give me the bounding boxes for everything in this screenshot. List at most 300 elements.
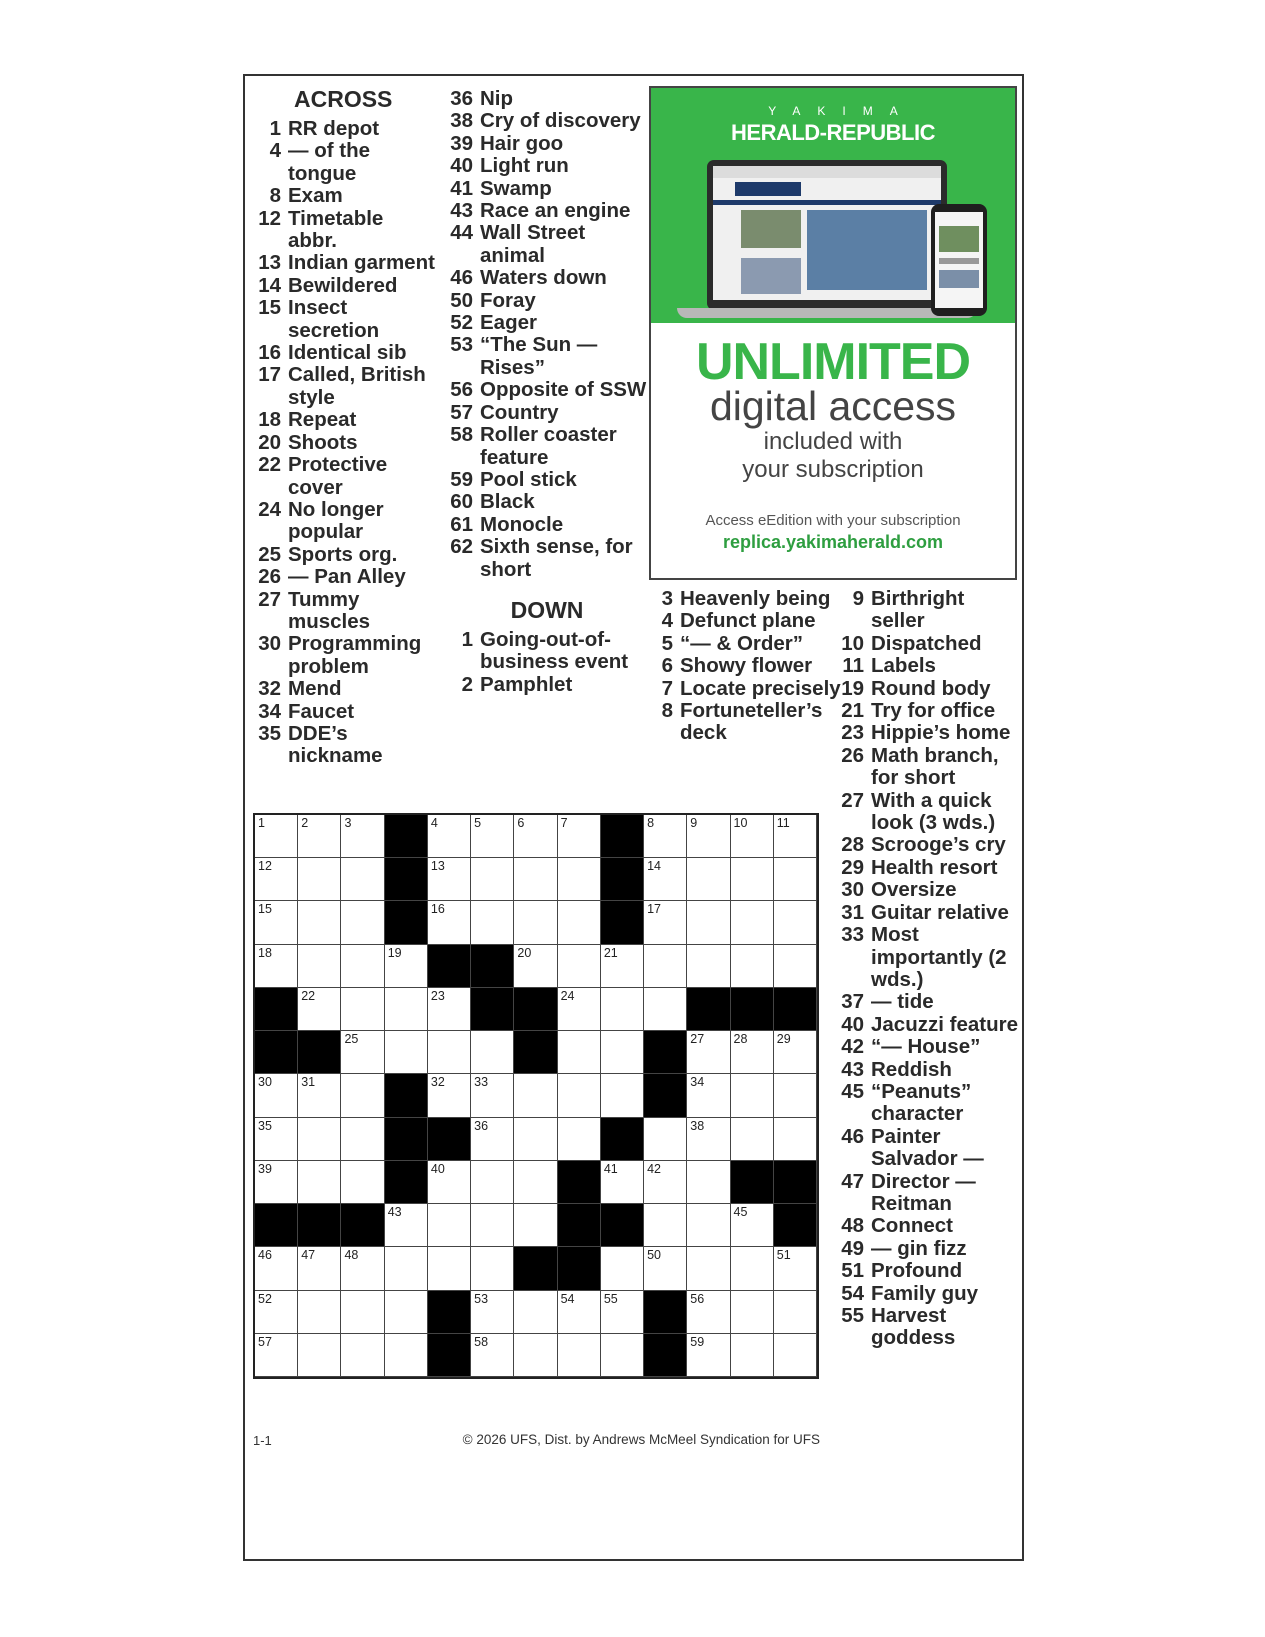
grid-cell[interactable] xyxy=(471,1161,514,1204)
grid-cell[interactable] xyxy=(558,815,601,858)
clue-text: Oversize xyxy=(871,878,957,902)
clue-text: Jacuzzi feature xyxy=(871,1012,1018,1036)
clue-text: — Pan Alley xyxy=(288,565,406,589)
clue-number: 43 xyxy=(450,199,473,223)
clue-number: 51 xyxy=(841,1259,864,1283)
clue-text: Waters down xyxy=(480,266,607,290)
grid-cell[interactable] xyxy=(298,815,341,858)
clue-number: 12 xyxy=(258,206,281,230)
grid-cell[interactable] xyxy=(385,1247,428,1290)
clue-text: Locate precisely xyxy=(680,676,841,700)
grid-cell[interactable] xyxy=(428,901,471,944)
clue-number: 4 xyxy=(661,609,673,633)
grid-cell[interactable] xyxy=(298,901,341,944)
grid-black-square xyxy=(644,1031,687,1074)
grid-cell[interactable] xyxy=(471,1118,514,1161)
grid-cell[interactable] xyxy=(644,945,687,988)
grid-cell[interactable] xyxy=(774,1074,817,1117)
grid-cell[interactable] xyxy=(255,815,298,858)
grid-cell[interactable] xyxy=(774,1334,817,1377)
ad-included-line-1: included with xyxy=(763,428,903,455)
grid-cell[interactable] xyxy=(341,1291,384,1334)
clue-text: Round body xyxy=(871,676,991,700)
grid-cell[interactable] xyxy=(428,988,471,1031)
grid-cell[interactable] xyxy=(731,1204,774,1247)
clue-col-d-40 xyxy=(838,1014,1018,1036)
grid-cell[interactable] xyxy=(298,1074,341,1117)
grid-cell[interactable] xyxy=(731,1031,774,1074)
grid-cell[interactable] xyxy=(687,1291,730,1334)
grid-cell[interactable] xyxy=(471,1247,514,1290)
grid-cell[interactable] xyxy=(687,1334,730,1377)
clue-number: 39 xyxy=(450,131,473,155)
grid-cell[interactable] xyxy=(428,1031,471,1074)
copyright-line: © 2026 UFS, Dist. by Andrews McMeel Syndication for UFS xyxy=(462,1432,820,1447)
clue-text: Heavenly being xyxy=(680,587,831,610)
clue-text: “The Sun — Rises” xyxy=(480,333,598,379)
clue-number: 59 xyxy=(450,467,473,491)
grid-black-square xyxy=(385,901,428,944)
clue-col-a-27 xyxy=(255,589,435,634)
clue-number: 41 xyxy=(450,176,473,200)
clue-number: 11 xyxy=(842,654,864,678)
clue-number: 47 xyxy=(841,1169,864,1193)
grid-cell[interactable] xyxy=(644,1161,687,1204)
clue-number: 4 xyxy=(269,139,281,163)
grid-cell-number: 25 xyxy=(344,1032,359,1047)
clue-text: Repeat xyxy=(288,408,357,432)
grid-cell[interactable] xyxy=(558,988,601,1031)
grid-cell[interactable] xyxy=(687,1247,730,1290)
grid-cell[interactable] xyxy=(471,1334,514,1377)
clue-text: Painter Salvador — xyxy=(871,1124,984,1171)
grid-cell-number: 53 xyxy=(474,1291,489,1306)
grid-cell-number: 12 xyxy=(258,859,272,874)
grid-black-square xyxy=(687,988,730,1031)
clue-col-c-5 xyxy=(647,633,847,655)
grid-cell[interactable] xyxy=(558,1074,601,1117)
grid-cell[interactable] xyxy=(428,858,471,901)
clue-number: 8 xyxy=(661,699,673,723)
clue-number: 50 xyxy=(450,288,473,312)
clue-text: Shoots xyxy=(288,430,358,454)
grid-cell[interactable] xyxy=(774,815,817,858)
grid-cell[interactable] xyxy=(298,1118,341,1161)
clue-text: Connect xyxy=(871,1214,953,1238)
grid-cell[interactable] xyxy=(644,1118,687,1161)
ad-green-banner xyxy=(651,88,1015,323)
grid-black-square xyxy=(255,1031,298,1074)
grid-cell[interactable] xyxy=(731,815,774,858)
clue-text: Country xyxy=(480,400,559,424)
grid-cell[interactable] xyxy=(731,1247,774,1290)
grid-cell-number: 9 xyxy=(690,816,698,830)
across-heading: ACROSS xyxy=(294,86,393,112)
grid-cell-number: 50 xyxy=(647,1248,661,1263)
grid-cell[interactable] xyxy=(774,901,817,944)
clue-col-c-6 xyxy=(647,655,847,677)
clue-number: 2 xyxy=(461,672,473,696)
clue-col-b-across-43 xyxy=(447,200,647,222)
grid-cell[interactable] xyxy=(687,901,730,944)
grid-cell[interactable] xyxy=(255,1074,298,1117)
grid-black-square xyxy=(385,815,428,858)
clue-number: 26 xyxy=(841,743,864,767)
clue-text: Showy flower xyxy=(680,654,813,678)
clue-col-d-31 xyxy=(838,902,1018,924)
grid-cell[interactable] xyxy=(731,1334,774,1377)
grid-cell-number: 22 xyxy=(301,988,316,1003)
clue-text: Hair goo xyxy=(480,131,564,155)
clue-col-a-1 xyxy=(255,118,435,140)
grid-cell[interactable] xyxy=(514,1161,557,1204)
clue-text: Cry of discovery xyxy=(480,109,641,133)
grid-cell[interactable] xyxy=(255,1247,298,1290)
clue-col-d-42 xyxy=(838,1036,1018,1058)
grid-black-square xyxy=(774,1161,817,1204)
grid-cell[interactable] xyxy=(774,1247,817,1290)
clue-col-b-across-62 xyxy=(447,536,647,581)
grid-cell[interactable] xyxy=(428,815,471,858)
grid-cell[interactable] xyxy=(644,988,687,1031)
grid-cell[interactable] xyxy=(255,901,298,944)
grid-cell-number: 42 xyxy=(647,1161,661,1176)
clue-col-c-4 xyxy=(647,610,847,632)
grid-cell[interactable] xyxy=(774,945,817,988)
clue-text: Try for office xyxy=(871,699,996,723)
grid-cell[interactable] xyxy=(471,1074,514,1117)
grid-black-square xyxy=(644,1074,687,1117)
grid-cell[interactable] xyxy=(341,1031,384,1074)
clue-col-d-45 xyxy=(838,1081,1018,1126)
grid-cell[interactable] xyxy=(298,945,341,988)
grid-cell[interactable] xyxy=(731,901,774,944)
grid-cell[interactable] xyxy=(687,815,730,858)
grid-cell[interactable] xyxy=(514,1074,557,1117)
down-column-2 xyxy=(838,588,1018,1350)
clue-number: 36 xyxy=(450,87,473,110)
grid-cell[interactable] xyxy=(428,1161,471,1204)
clue-text: Mend xyxy=(288,677,342,701)
grid-cell[interactable] xyxy=(255,1334,298,1377)
grid-black-square xyxy=(644,1334,687,1377)
grid-cell[interactable] xyxy=(471,858,514,901)
grid-cell[interactable] xyxy=(731,858,774,901)
ad-headline: UNLIMITED xyxy=(695,333,971,391)
clue-text: Hippie’s home xyxy=(871,721,1011,745)
clue-number: 34 xyxy=(258,699,281,723)
clue-number: 21 xyxy=(841,699,864,723)
grid-cell[interactable] xyxy=(255,1291,298,1334)
clue-number: 44 xyxy=(450,221,473,245)
clue-text: Timetable abbr. xyxy=(288,206,384,253)
clue-col-d-28 xyxy=(838,834,1018,856)
clue-text: Harvest goddess xyxy=(871,1304,956,1350)
grid-cell[interactable] xyxy=(774,1291,817,1334)
grid-cell[interactable] xyxy=(471,1031,514,1074)
grid-cell[interactable] xyxy=(774,858,817,901)
clue-col-b-across-41 xyxy=(447,178,647,200)
clue-col-a-15 xyxy=(255,297,435,342)
grid-cell[interactable] xyxy=(558,1334,601,1377)
grid-cell[interactable] xyxy=(255,1161,298,1204)
grid-cell[interactable] xyxy=(385,1031,428,1074)
clue-text: Reddish xyxy=(871,1057,952,1081)
clue-text: Going-out-of-business event xyxy=(480,627,629,674)
grid-black-square xyxy=(471,988,514,1031)
clue-col-a-14 xyxy=(255,275,435,297)
grid-cell-number: 48 xyxy=(344,1248,359,1263)
grid-cell[interactable] xyxy=(385,1334,428,1377)
grid-cell[interactable] xyxy=(644,901,687,944)
grid-black-square xyxy=(558,1247,601,1290)
clue-col-a-34 xyxy=(255,701,435,723)
grid-black-square xyxy=(385,1074,428,1117)
grid-black-square xyxy=(428,1291,471,1334)
ad-url-link[interactable]: replica.yakimaherald.com xyxy=(722,532,944,552)
grid-cell-number: 27 xyxy=(690,1032,705,1047)
clue-number: 52 xyxy=(450,311,473,335)
grid-cell[interactable] xyxy=(687,1118,730,1161)
grid-cell[interactable] xyxy=(558,1118,601,1161)
grid-cell-number: 31 xyxy=(301,1075,316,1090)
grid-cell[interactable] xyxy=(298,988,341,1031)
grid-cell[interactable] xyxy=(298,1334,341,1377)
clue-col-d-33 xyxy=(838,924,1018,991)
grid-cell-number: 7 xyxy=(560,816,568,830)
clue-number: 1 xyxy=(461,627,473,651)
clue-col-b-across-58 xyxy=(447,424,647,469)
grid-cell[interactable] xyxy=(341,901,384,944)
grid-cell[interactable] xyxy=(428,1204,471,1247)
clue-text: Pool stick xyxy=(480,467,577,491)
clue-number: 31 xyxy=(841,900,864,924)
clue-number: 55 xyxy=(841,1304,864,1327)
grid-cell[interactable] xyxy=(255,945,298,988)
clue-number: 58 xyxy=(450,423,473,447)
clue-col-d-48 xyxy=(838,1215,1018,1237)
clue-text: Eager xyxy=(480,311,537,335)
clue-number: 23 xyxy=(841,721,864,745)
grid-cell[interactable] xyxy=(385,1204,428,1247)
clue-text: Protective cover xyxy=(288,453,388,499)
grid-cell[interactable] xyxy=(601,1247,644,1290)
ad-subline: digital access xyxy=(709,383,957,429)
grid-cell[interactable] xyxy=(298,1161,341,1204)
clue-text: Birthright seller xyxy=(871,587,965,633)
grid-cell[interactable] xyxy=(341,1118,384,1161)
grid-cell[interactable] xyxy=(385,988,428,1031)
grid-cell[interactable] xyxy=(687,858,730,901)
grid-cell[interactable] xyxy=(731,1118,774,1161)
grid-cell[interactable] xyxy=(341,1334,384,1377)
grid-cell[interactable] xyxy=(687,945,730,988)
grid-cell[interactable] xyxy=(298,1291,341,1334)
grid-cell[interactable] xyxy=(558,901,601,944)
grid-cell[interactable] xyxy=(601,1161,644,1204)
grid-cell-number: 1 xyxy=(258,816,265,830)
clue-number: 30 xyxy=(258,632,281,656)
clue-col-b-across-56 xyxy=(447,379,647,401)
grid-cell[interactable] xyxy=(514,815,557,858)
clue-col-c-3 xyxy=(647,588,847,610)
grid-cell-number: 20 xyxy=(517,945,532,960)
clue-col-d-30 xyxy=(838,879,1018,901)
clue-text: Guitar relative xyxy=(871,900,1009,924)
clue-text: — of the tongue xyxy=(288,139,370,185)
clue-text: Scrooge’s cry xyxy=(871,833,1006,857)
grid-cell[interactable] xyxy=(428,1074,471,1117)
grid-cell[interactable] xyxy=(298,1247,341,1290)
clue-number: 53 xyxy=(450,333,473,357)
grid-cell[interactable] xyxy=(514,1204,557,1247)
grid-cell[interactable] xyxy=(385,945,428,988)
grid-cell-number: 32 xyxy=(430,1075,445,1090)
grid-cell[interactable] xyxy=(514,945,557,988)
grid-cell[interactable] xyxy=(514,858,557,901)
grid-cell[interactable] xyxy=(774,1031,817,1074)
grid-cell[interactable] xyxy=(601,988,644,1031)
grid-cell[interactable] xyxy=(471,1291,514,1334)
clue-text: Light run xyxy=(480,154,569,178)
grid-cell-number: 33 xyxy=(474,1075,489,1090)
grid-cell[interactable] xyxy=(428,1247,471,1290)
clue-number: 17 xyxy=(258,363,281,387)
subscription-ad[interactable] xyxy=(649,86,1017,580)
clue-number: 61 xyxy=(450,512,473,536)
clue-number: 46 xyxy=(450,266,473,290)
grid-black-square xyxy=(471,945,514,988)
grid-cell[interactable] xyxy=(514,1334,557,1377)
clue-col-a-30 xyxy=(255,633,435,678)
grid-cell[interactable] xyxy=(341,945,384,988)
grid-cell[interactable] xyxy=(255,1118,298,1161)
clue-number: 1 xyxy=(269,117,281,140)
clue-col-d-43 xyxy=(838,1059,1018,1081)
grid-cell[interactable] xyxy=(514,901,557,944)
grid-cell-number: 52 xyxy=(258,1291,272,1306)
clue-text: Family guy xyxy=(871,1281,979,1305)
clue-col-a-22 xyxy=(255,454,435,499)
grid-cell[interactable] xyxy=(644,815,687,858)
grid-cell[interactable] xyxy=(601,1291,644,1334)
clue-text: Exam xyxy=(288,184,343,208)
clue-text: Most importantly (2 wds.) xyxy=(871,923,1007,991)
grid-cell[interactable] xyxy=(687,1031,730,1074)
grid-cell[interactable] xyxy=(644,858,687,901)
ad-included-line-2: your subscription xyxy=(742,456,924,483)
grid-cell[interactable] xyxy=(471,815,514,858)
grid-cell-number: 8 xyxy=(647,816,655,830)
grid-cell[interactable] xyxy=(514,1291,557,1334)
grid-cell[interactable] xyxy=(341,858,384,901)
grid-cell[interactable] xyxy=(601,945,644,988)
ad-paper-name: HERALD-REPUBLIC xyxy=(731,120,935,145)
clue-number: 42 xyxy=(841,1035,864,1059)
clue-text: — tide xyxy=(871,990,934,1014)
clue-col-a-16 xyxy=(255,342,435,364)
grid-cell[interactable] xyxy=(558,1291,601,1334)
grid-cell[interactable] xyxy=(687,1161,730,1204)
grid-black-square xyxy=(644,1291,687,1334)
grid-cell[interactable] xyxy=(385,1291,428,1334)
clue-text: RR depot xyxy=(288,117,380,140)
grid-black-square xyxy=(385,1118,428,1161)
clue-text: Called, British style xyxy=(288,363,426,409)
clue-col-b-across-46 xyxy=(447,267,647,289)
grid-cell[interactable] xyxy=(687,1204,730,1247)
clue-text: Race an engine xyxy=(480,199,631,223)
grid-cell-number: 56 xyxy=(690,1291,705,1306)
grid-cell-number: 28 xyxy=(733,1032,748,1047)
grid-cell[interactable] xyxy=(471,901,514,944)
grid-cell[interactable] xyxy=(558,945,601,988)
clue-col-b-across-57 xyxy=(447,402,647,424)
grid-cell-number: 2 xyxy=(301,816,309,830)
grid-cell[interactable] xyxy=(341,1161,384,1204)
grid-black-square xyxy=(428,1334,471,1377)
crossword-grid xyxy=(253,813,819,1379)
grid-cell[interactable] xyxy=(341,988,384,1031)
grid-cell[interactable] xyxy=(601,1334,644,1377)
grid-cell[interactable] xyxy=(601,1074,644,1117)
clue-text: Math branch, for short xyxy=(871,743,999,790)
clue-number: 54 xyxy=(841,1281,864,1305)
grid-cell[interactable] xyxy=(298,858,341,901)
clue-col-a-13 xyxy=(255,252,435,274)
grid-cell[interactable] xyxy=(731,945,774,988)
grid-cell-number: 29 xyxy=(776,1032,791,1047)
grid-cell[interactable] xyxy=(731,1074,774,1117)
grid-black-square xyxy=(298,1031,341,1074)
grid-black-square xyxy=(558,1204,601,1247)
grid-black-square xyxy=(601,901,644,944)
grid-cell[interactable] xyxy=(558,858,601,901)
grid-cell[interactable] xyxy=(514,1118,557,1161)
grid-cell[interactable] xyxy=(341,815,384,858)
clue-text: Defunct plane xyxy=(680,609,816,633)
grid-cell[interactable] xyxy=(558,1031,601,1074)
page-number: 1-1 xyxy=(253,1433,272,1448)
grid-black-square xyxy=(731,988,774,1031)
grid-cell[interactable] xyxy=(644,1204,687,1247)
clue-number: 7 xyxy=(661,676,673,700)
clue-col-a-17 xyxy=(255,364,435,409)
clue-col-b-down-1 xyxy=(447,629,647,674)
grid-cell[interactable] xyxy=(731,1291,774,1334)
clue-col-d-27 xyxy=(838,790,1018,835)
clue-number: 32 xyxy=(258,677,281,701)
grid-black-square xyxy=(341,1204,384,1247)
laptop-image xyxy=(707,160,947,310)
clue-number: 40 xyxy=(841,1012,864,1036)
grid-cell[interactable] xyxy=(644,1247,687,1290)
grid-cell[interactable] xyxy=(687,1074,730,1117)
grid-black-square xyxy=(514,1031,557,1074)
grid-cell[interactable] xyxy=(255,858,298,901)
grid-cell[interactable] xyxy=(774,1118,817,1161)
grid-cell[interactable] xyxy=(471,1204,514,1247)
grid-cell[interactable] xyxy=(341,1074,384,1117)
clue-number: 43 xyxy=(841,1057,864,1081)
clue-number: 10 xyxy=(841,631,864,655)
grid-cell[interactable] xyxy=(341,1247,384,1290)
grid-cell-number: 13 xyxy=(430,859,445,874)
clue-text: Black xyxy=(480,490,535,514)
grid-cell-number: 54 xyxy=(560,1291,575,1306)
clue-text: Health resort xyxy=(871,855,998,879)
grid-cell[interactable] xyxy=(601,1031,644,1074)
